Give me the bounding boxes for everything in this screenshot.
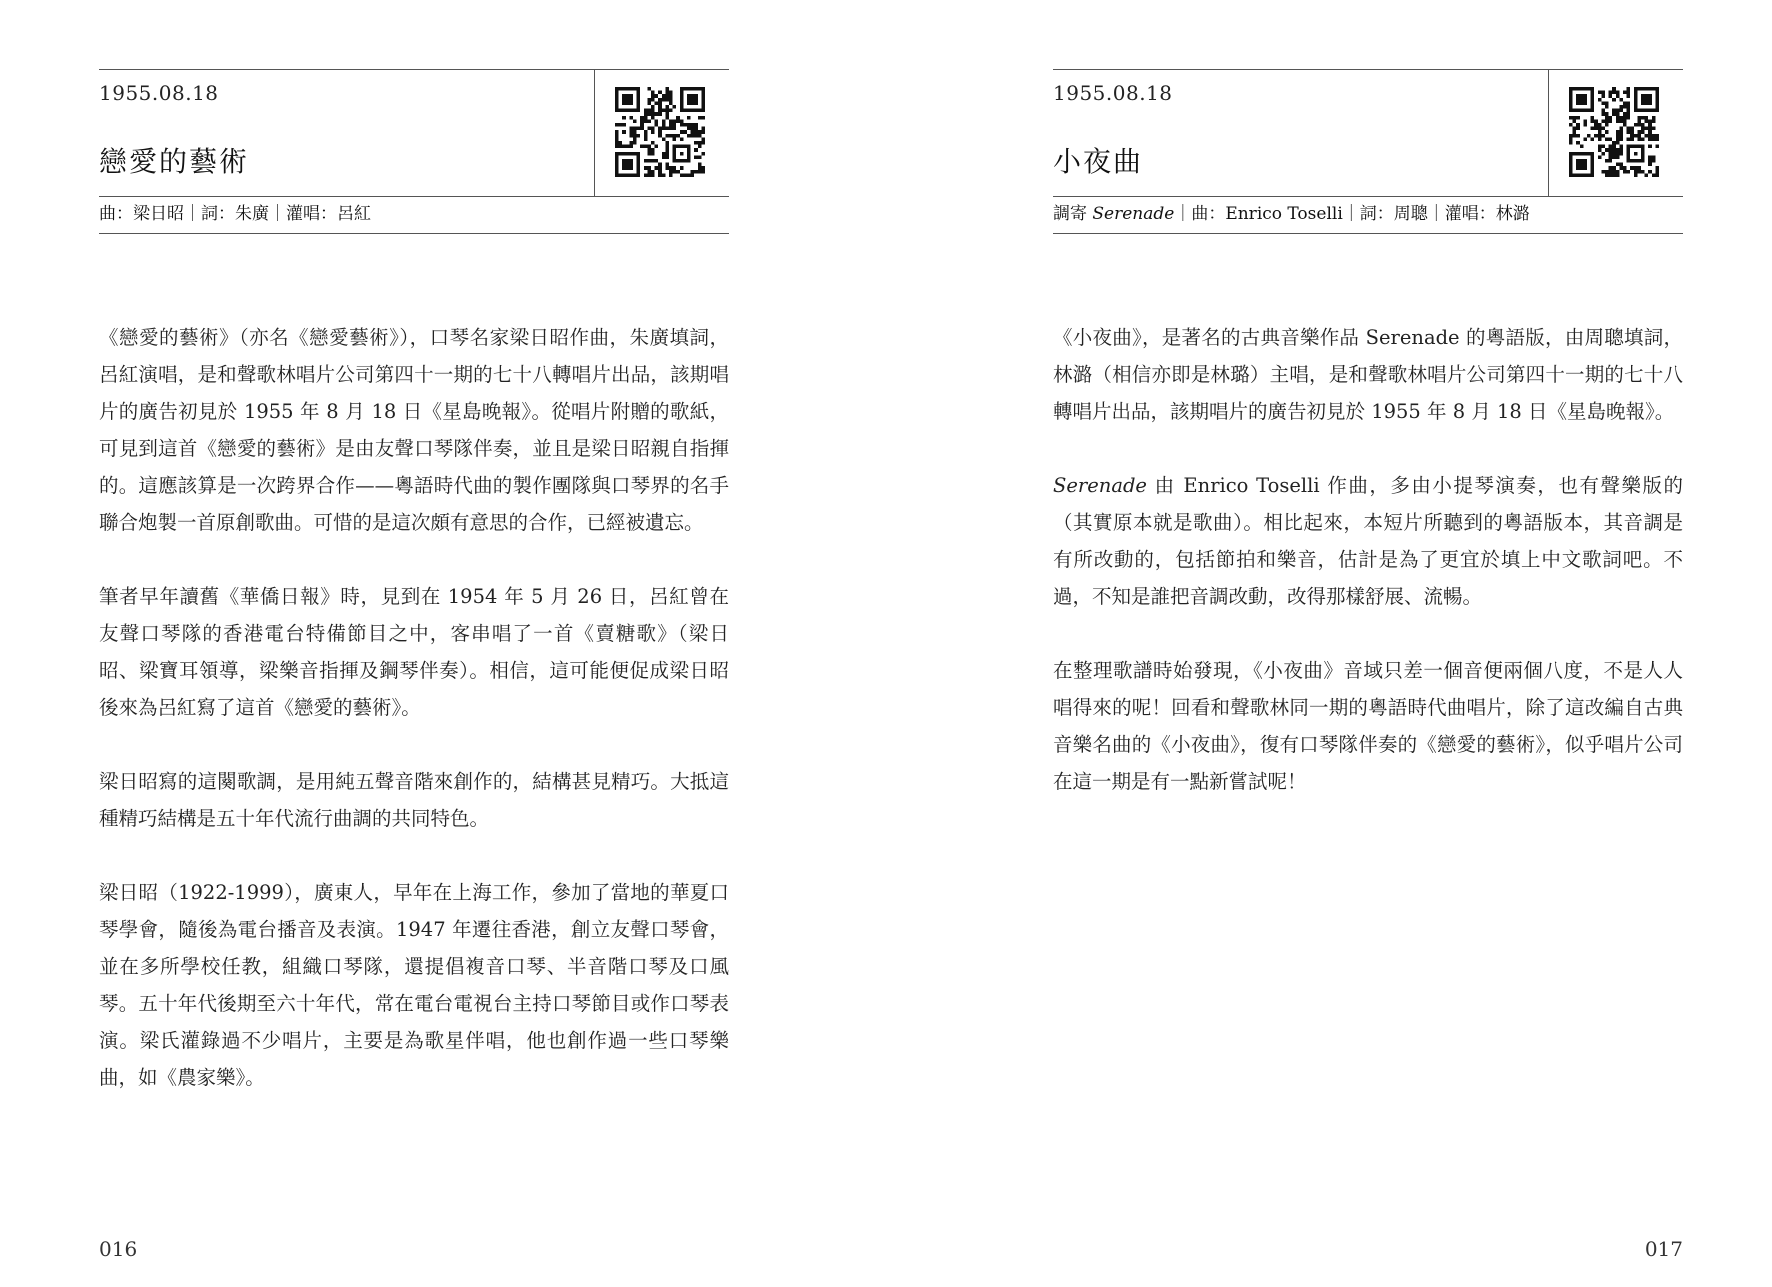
qr-code-icon[interactable] (1569, 87, 1659, 177)
paragraph: 梁日昭寫的這闋歌調，是用純五聲音階來創作的，結構甚見精巧。大抵這種精巧結構是五十年代流行曲調的共同特色。 (99, 770, 729, 830)
paragraph-italic-title: Serenade (1053, 474, 1147, 497)
left-page (99, 0, 729, 1287)
song-credits (1053, 195, 1683, 234)
paragraph: 《小夜曲》，是著名的古典音樂作品 Serenade 的粵語版，由周聰填詞，林潞（相信亦即是林璐）主唱，是和聲歌林唱片公司第四十一期的七十八轉唱片出品，該期唱片的廣告初見於 1955 年 8 月 18 日《星島晚報》。 (1053, 326, 1683, 423)
article-body (99, 319, 729, 1133)
song-title: 小夜曲 (1053, 145, 1144, 178)
page-number: 017 (1644, 1237, 1683, 1261)
paragraph (1053, 467, 1683, 615)
song-credits: 曲：梁日昭｜詞：朱廣｜灌唱：呂紅 (99, 195, 729, 234)
credits-italic-title: Serenade (1092, 204, 1175, 224)
page-number: 016 (99, 1237, 138, 1261)
qr-code-box (1548, 70, 1683, 196)
qr-code-icon[interactable] (615, 87, 705, 177)
song-header (1053, 69, 1683, 197)
credits-rest: ｜曲：Enrico Toselli｜詞：周聰｜灌唱：林潞 (1174, 204, 1530, 224)
release-date: 1955.08.18 (99, 81, 219, 105)
paragraph: 《戀愛的藝術》（亦名《戀愛藝術》），口琴名家梁日昭作曲，朱廣填詞，呂紅演唱，是和聲歌林唱片公司第四十一期的七十八轉唱片出品，該期唱片的廣告初見於 1955 年 8 月 18 日《星島晚報》。從唱片附贈的歌紙，可見到這首《戀愛的藝術》是由友聲口琴隊伴奏，並且是梁日昭親自指揮的。這應該算是一次跨界合作——粵語時代曲的製作團隊與口琴界的名手聯合炮製一首原創歌曲。可惜的是這次頗有意思的合作，已經被遺忘。 (99, 326, 729, 534)
song-title: 戀愛的藝術 (99, 145, 250, 178)
paragraph: 梁日昭（1922-1999），廣東人，早年在上海工作，參加了當地的華夏口琴學會，隨後為電台播音及表演。1947 年遷往香港，創立友聲口琴會，並在多所學校任教，組織口琴隊，還提倡複音口琴、半音階口琴及口風琴。五十年代後期至六十年代，常在電台電視台主持口琴節目或作口琴表演。梁氏灌錄過不少唱片，主要是為歌星伴唱，他也創作過一些口琴樂曲，如《農家樂》。 (99, 881, 729, 1089)
article-body (1053, 319, 1683, 837)
paragraph: 在整理歌譜時始發現，《小夜曲》音域只差一個音便兩個八度，不是人人唱得來的呢！回看和聲歌林同一期的粵語時代曲唱片，除了這改編自古典音樂名曲的《小夜曲》，復有口琴隊伴奏的《戀愛的藝術》，似乎唱片公司在這一期是有一點新嘗試呢！ (1053, 659, 1683, 793)
song-header (99, 69, 729, 197)
paragraph: 筆者早年讀舊《華僑日報》時，見到在 1954 年 5 月 26 日，呂紅曾在友聲口琴隊的香港電台特備節目之中，客串唱了一首《賣糖歌》（梁日昭、梁寶耳領導，梁樂音指揮及鋼琴伴奏）。相信，這可能便促成梁日昭後來為呂紅寫了這首《戀愛的藝術》。 (99, 585, 729, 719)
credits-prefix: 調寄 (1053, 204, 1093, 224)
qr-code-box (594, 70, 729, 196)
right-page (1053, 0, 1683, 1287)
paragraph-text: 由 Enrico Toselli 作曲，多由小提琴演奏，也有聲樂版的（其實原本就是歌曲）。相比起來，本短片所聽到的粵語版本，其音調是有所改動的，包括節拍和樂音，估計是為了更宜於填上中文歌詞吧。不過，不知是誰把音調改動，改得那樣舒展、流暢。 (1053, 474, 1683, 608)
release-date: 1955.08.18 (1053, 81, 1173, 105)
